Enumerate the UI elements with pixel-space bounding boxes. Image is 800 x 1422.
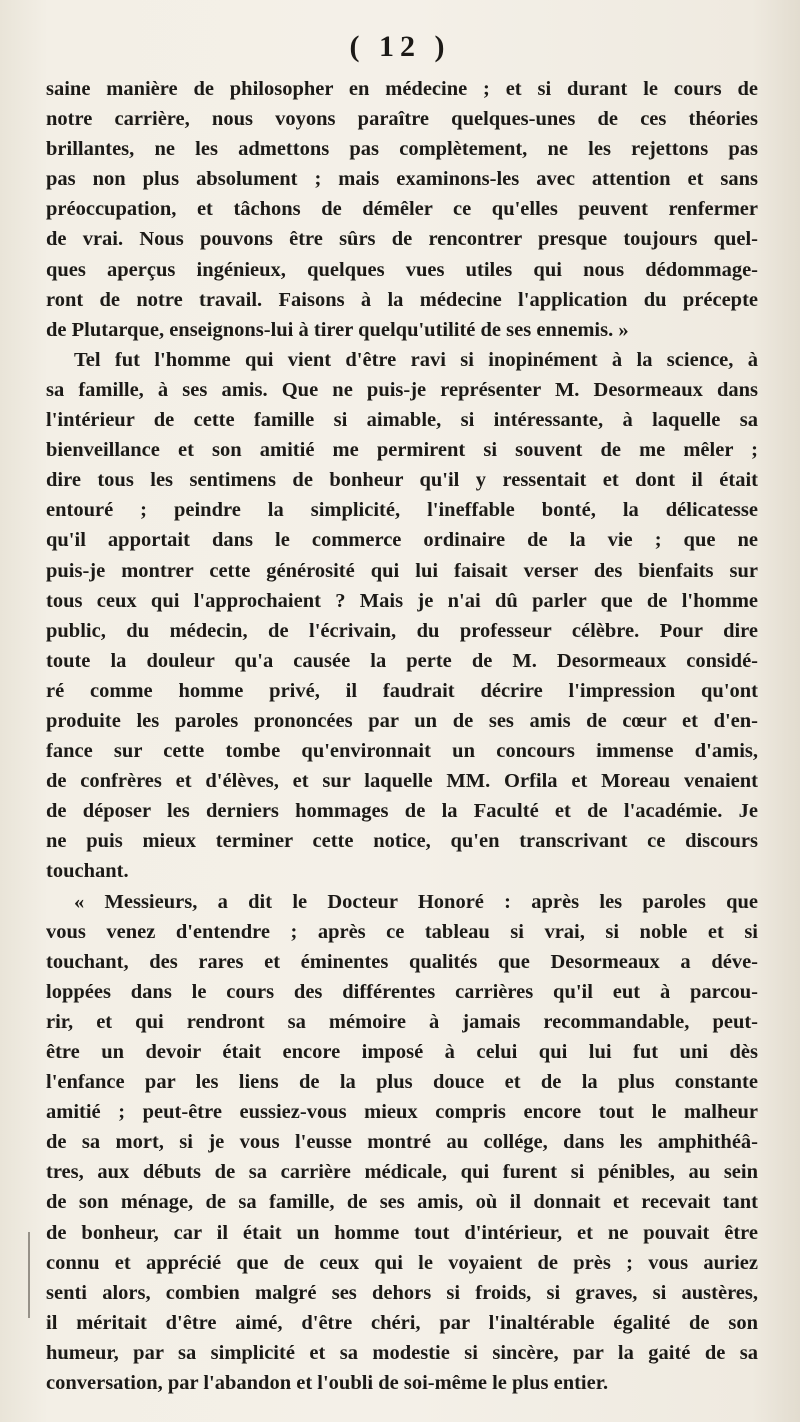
text-line: pas non plus absolument ; mais examinons-les avec attention et sans xyxy=(46,168,758,191)
text-line: public, du médecin, de l'écrivain, du professeur célèbre. Pour dire xyxy=(46,619,758,642)
text-line: touchant, des rares et éminentes qualités que Desormeaux a déve- xyxy=(46,950,758,973)
text-line: ré comme homme privé, il faudrait décrire l'impression qu'ont xyxy=(46,679,758,702)
text-line: vous venez d'entendre ; après ce tableau si vrai, si noble et si xyxy=(46,920,758,943)
text-line: il méritait d'être aimé, d'être chéri, par l'inaltérable égalité de son xyxy=(46,1311,758,1334)
text-line: dire tous les sentimens de bonheur qu'il y ressentait et dont il était xyxy=(46,469,758,492)
text-line: préoccupation, et tâchons de démêler ce qu'elles peuvent renfermer xyxy=(46,198,758,221)
text-line: connu et apprécié que de ceux qui le voyaient de près ; vous auriez xyxy=(46,1251,758,1274)
text-line: brillantes, ne les admettons pas complètement, ne les rejettons pas xyxy=(46,138,758,161)
text-line: être un devoir était encore imposé à celui qui lui fut uni dès xyxy=(46,1041,758,1063)
paragraph xyxy=(46,345,758,887)
paragraph xyxy=(46,74,758,345)
text-line: ques aperçus ingénieux, quelques vues utiles qui nous dédommage- xyxy=(46,258,758,281)
text-line: sa famille, à ses amis. Que ne puis-je représenter M. Desormeaux dans xyxy=(46,378,758,401)
text-line: puis-je montrer cette générosité qui lui faisait verser des bienfaits sur xyxy=(46,559,758,582)
body-text xyxy=(46,74,758,1398)
text-line: ne puis mieux terminer cette notice, qu'en transcrivant ce discours xyxy=(46,830,758,853)
text-line: de son ménage, de sa famille, de ses amis, où il donnait et recevait tant xyxy=(46,1191,758,1214)
text-line: fance sur cette tombe qu'environnait un concours immense d'amis, xyxy=(46,740,758,763)
text-line: tous ceux qui l'approchaient ? Mais je n'ai dû parler que de l'homme xyxy=(46,589,758,612)
text-line: loppées dans le cours des différentes carrières qu'il eut à parcou- xyxy=(46,980,758,1003)
text-line: de confrères et d'élèves, et sur laquelle MM. Orfila et Moreau venaient xyxy=(46,770,758,793)
text-line: Tel fut l'homme qui vient d'être ravi si inopinément à la science, à xyxy=(74,348,758,371)
text-line: notre carrière, nous voyons paraître quelques-unes de ces théories xyxy=(46,108,758,131)
paragraph xyxy=(46,887,758,1399)
text-line: ront de notre travail. Faisons à la médecine l'application du précepte xyxy=(46,288,758,311)
text-line: touchant. xyxy=(46,860,129,883)
text-line: qu'il apportait dans le commerce ordinaire de la vie ; que ne xyxy=(46,529,758,552)
text-line: « Messieurs, a dit le Docteur Honoré : après les paroles que xyxy=(74,890,758,913)
text-line: senti alors, combien malgré ses dehors si froids, si graves, si austères, xyxy=(46,1281,758,1304)
text-line: rir, et qui rendront sa mémoire à jamais recommandable, peut- xyxy=(46,1010,758,1033)
page-number: ( 12 ) xyxy=(349,30,451,63)
text-line: conversation, par l'abandon et l'oubli de soi-même le plus entier. xyxy=(46,1372,609,1395)
text-line: saine manière de philosopher en médecine ; et si durant le cours de xyxy=(46,78,758,100)
text-line: bienveillance et son amitié me permirent si souvent de me mêler ; xyxy=(46,439,758,462)
text-line: tres, aux débuts de sa carrière médicale, qui furent si pénibles, au sein xyxy=(46,1161,758,1184)
text-line: toute la douleur qu'a causée la perte de M. Desormeaux considé- xyxy=(46,649,758,672)
margin-mark xyxy=(28,1232,38,1318)
text-line: de bonheur, car il était un homme tout d'intérieur, et ne pouvait être xyxy=(46,1221,758,1244)
text-line: de Plutarque, enseignons-lui à tirer quelqu'utilité de ses ennemis. » xyxy=(46,318,629,341)
text-line: de sa mort, si je vous l'eusse montré au collége, dans les amphithéâ- xyxy=(46,1131,758,1154)
text-line: amitié ; peut-être eussiez-vous mieux compris encore tout le malheur xyxy=(46,1101,758,1124)
text-line: l'intérieur de cette famille si aimable, si intéressante, à laquelle sa xyxy=(46,409,758,432)
text-line: entouré ; peindre la simplicité, l'ineffable bonté, la délicatesse xyxy=(46,499,758,522)
text-line: de vrai. Nous pouvons être sûrs de rencontrer presque toujours quel- xyxy=(46,228,758,251)
text-line: de déposer les derniers hommages de la Faculté et de l'académie. Je xyxy=(46,800,758,823)
text-line: produite les paroles prononcées par un de ses amis de cœur et d'en- xyxy=(46,709,758,732)
text-line: l'enfance par les liens de la plus douce et de la plus constante xyxy=(46,1071,758,1094)
text-line: humeur, par sa simplicité et sa modestie si sincère, par la gaité de sa xyxy=(46,1341,758,1364)
